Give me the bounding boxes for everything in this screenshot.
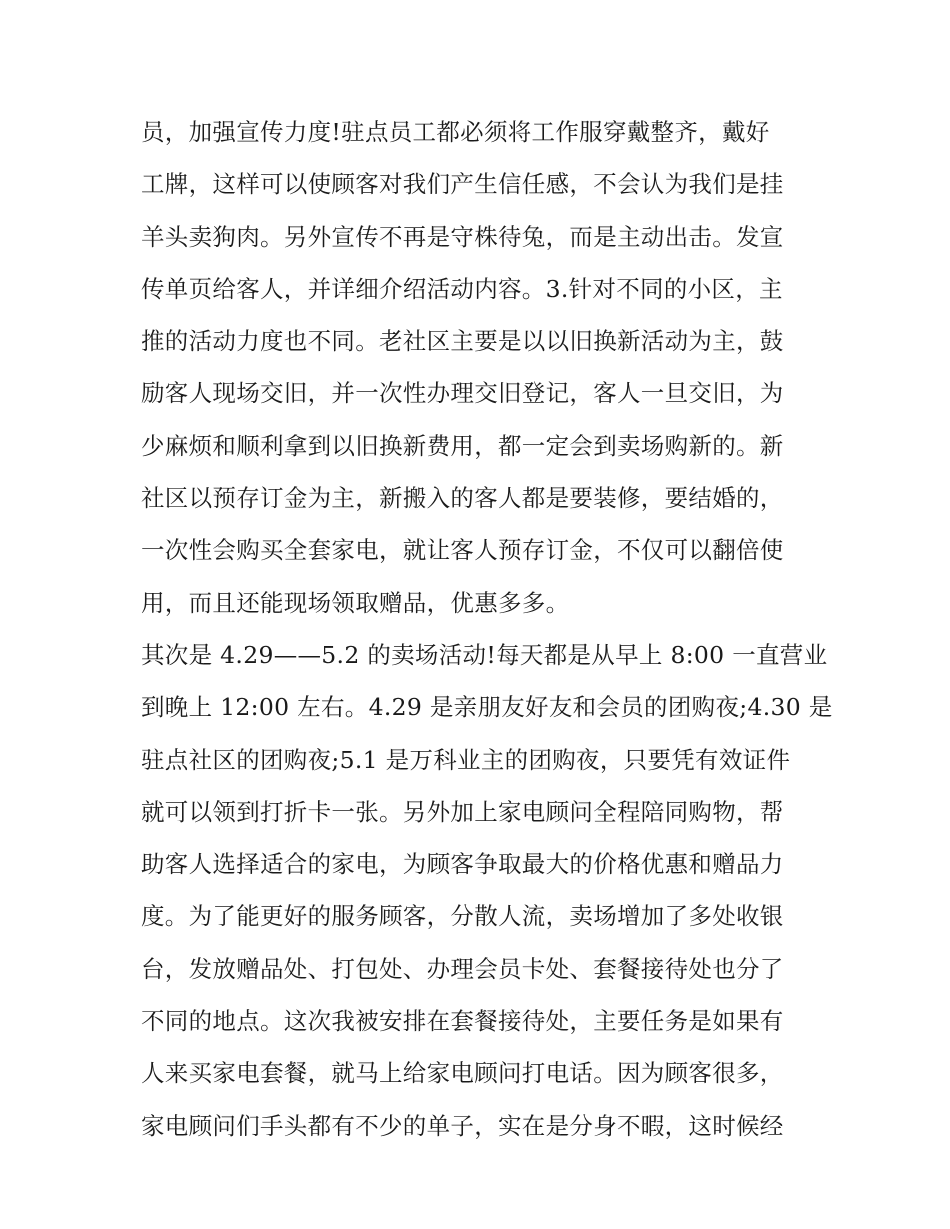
- text-line: 推的活动力度也不同。老社区主要是以以旧换新活动为主，鼓: [141, 327, 784, 356]
- body-text: [141, 106, 833, 1152]
- text-line: 羊头卖狗肉。另外宣传不再是守株待兔，而是主动出击。发宣: [141, 222, 784, 251]
- text-line: 员，加强宣传力度!驻点员工都必须将工作服穿戴整齐，戴好: [141, 118, 770, 146]
- text-line: 度。为了能更好的服务顾客，分散人流，卖场增加了多处收银: [141, 902, 784, 931]
- text-line: 工牌，这样可以使顾客对我们产生信任感，不会认为我们是挂: [141, 170, 784, 199]
- text-line: 社区以预存订金为主，新搬入的客人都是要装修，要结婚的，: [141, 484, 784, 513]
- text-line: 就可以领到打折卡一张。另外加上家电顾问全程陪同购物，帮: [141, 797, 784, 826]
- text-line: 用，而且还能现场领取赠品，优惠多多。: [141, 588, 570, 617]
- text-line: 助客人选择适合的家电，为顾客争取最大的价格优惠和赠品力: [141, 850, 784, 879]
- text-line: 不同的地点。这次我被安排在套餐接待处，主要任务是如果有: [141, 1007, 784, 1036]
- text-line: 驻点社区的团购夜;5.1 是万科业主的团购夜，只要凭有效证件: [141, 745, 791, 774]
- text-line: 人来买家电套餐，就马上给家电顾问打电话。因为顾客很多，: [141, 1059, 784, 1088]
- text-line: 少麻烦和顺利拿到以旧换新费用，都一定会到卖场购新的。新: [141, 431, 784, 460]
- text-line: 一次性会购买全套家电，就让客人预存订金，不仅可以翻倍使: [141, 536, 784, 565]
- text-line: 其次是 4.29——5.2 的卖场活动!每天都是从早上 8:00 一直营业: [141, 640, 828, 669]
- text-line: 台，发放赠品处、打包处、办理会员卡处、套餐接待处也分了: [141, 954, 784, 983]
- text-line: 励客人现场交旧，并一次性办理交旧登记，客人一旦交旧，为: [141, 379, 784, 408]
- text-line: 家电顾问们手头都有不少的单子，实在是分身不暇，这时候经: [141, 1111, 784, 1140]
- text-line: 到晚上 12:00 左右。4.29 是亲朋友好友和会员的团购夜;4.30 是: [141, 693, 833, 722]
- text-line: 传单页给客人，并详细介绍活动内容。3.针对不同的小区，主: [141, 274, 783, 303]
